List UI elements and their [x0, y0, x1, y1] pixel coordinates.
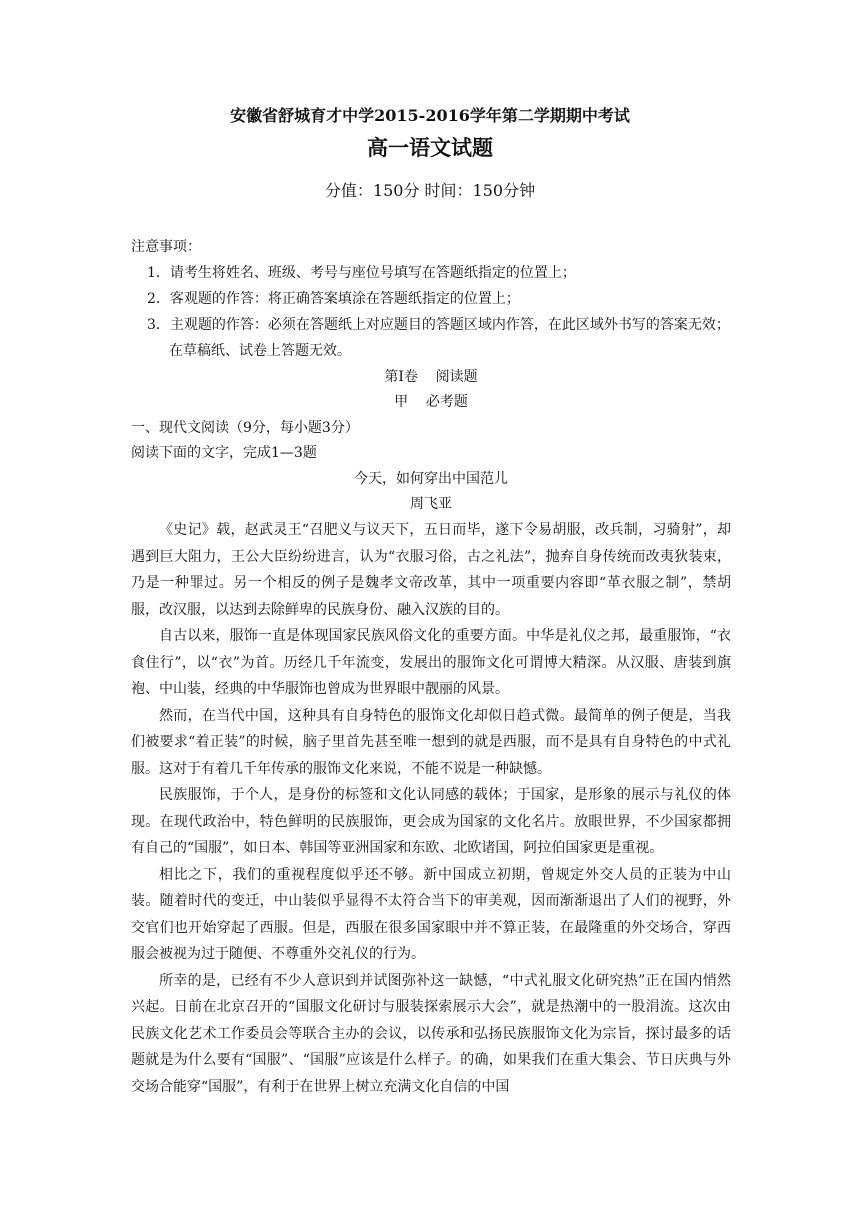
notes-heading: 注意事项： — [131, 239, 201, 255]
school-title: 安徽省舒城育才中学2015-2016学年第二学期期中考试 — [230, 106, 630, 125]
note-item: 3．主观题的作答：必须在答题纸上对应题目的答题区域内作答，在此区域外书写的答案无效；在草稿纸、试卷上答题无效。 — [147, 317, 730, 359]
article-body — [131, 517, 731, 1100]
score-time-line: 分值：150分 时间：150分钟 — [324, 181, 536, 200]
question-heading: 一、现代文阅读（9分，每小题3分） — [131, 420, 359, 436]
article-paragraph: 自古以来，服饰一直是体现国家民族风俗文化的重要方面。中华是礼仪之邦，最重服饰，“衣食住行”，以“衣”为首。历经几千年流变，发展出的服饰文化可谓博大精深。从汉服、唐装到旗袍、中山装，经典的中华服饰也曾成为世界眼中靓丽的风景。 — [131, 628, 731, 697]
article-paragraph: 相比之下，我们的重视程度似乎还不够。新中国成立初期，曾规定外交人员的正装为中山装。随着时代的变迁，中山装似乎显得不太符合当下的审美观，因而渐渐退出了人们的视野，外交官们也开始穿起了西服。但是，西服在很多国家眼中并不算正装，在最隆重的外交场合，穿西服会被视为过于随便、不尊重外交礼仪的行为。 — [131, 866, 731, 962]
article-author: 周飞亚 — [410, 496, 452, 512]
article-paragraph: 然而，在当代中国，这种具有自身特色的服饰文化却似日趋式微。最简单的例子便是，当我们被要求“着正装”的时候，脑子里首先甚至唯一想到的就是西服，而不是具有自身特色的中式礼服。这对于有着几千年传承的服饰文化来说，不能不说是一种缺憾。 — [131, 707, 731, 777]
volume-heading: 第Ⅰ卷 阅读题 — [384, 369, 478, 385]
notes-list — [131, 260, 731, 364]
note-item: 2．客观题的作答：将正确答案填涂在答题纸指定的位置上； — [147, 291, 520, 307]
article-paragraph: 民族服饰，于个人，是身份的标签和文化认同感的载体；于国家，是形象的展示与礼仪的体现。在现代政治中，特色鲜明的民族服饰，更会成为国家的文化名片。放眼世界，不少国家都拥有自己的“国服”，如日本、韩国等亚洲国家和东欧、北欧诸国，阿拉伯国家更是重视。 — [131, 787, 731, 856]
article-paragraph: 所幸的是，已经有不少人意识到并试图弥补这一缺憾，“中式礼服文化研究热”正在国内悄然兴起。日前在北京召开的“国服文化研讨与服装探索展示大会”，就是热潮中的一股涓流。这次由民族文化艺术工作委员会等联合主办的会议，以传承和弘扬民族服饰文化为宗旨，探讨最多的话题就是为什么要有“国服”、“国服”应该是什么样子。的确，如果我们在重大集会、节日庆典与外交场合能穿“国服”，有利于在世界上树立充满文化自信的中国 — [131, 972, 731, 1095]
article-title: 今天，如何穿出中国范儿 — [354, 471, 508, 487]
note-item: 1．请考生将姓名、班级、考号与座位号填写在答题纸指定的位置上； — [147, 265, 576, 281]
reading-instruction: 阅读下面的文字，完成1—3题 — [131, 445, 317, 461]
article-paragraph: 《史记》载，赵武灵王“召肥义与议天下，五日而毕，遂下令易胡服，改兵制，习骑射”，却遇到巨大阻力，王公大臣纷纷进言，认为“衣服习俗，古之礼法”，抛弃自身传统而改夷狄装束，乃是一种罪过。另一个相反的例子是魏孝文帝改革，其中一项重要内容即“革衣服之制”，禁胡服，改汉服，以达到去除鲜卑的民族身份、融入汉族的目的。 — [131, 522, 731, 618]
part-heading: 甲 必考题 — [394, 394, 468, 410]
exam-title: 高一语文试题 — [367, 135, 493, 160]
